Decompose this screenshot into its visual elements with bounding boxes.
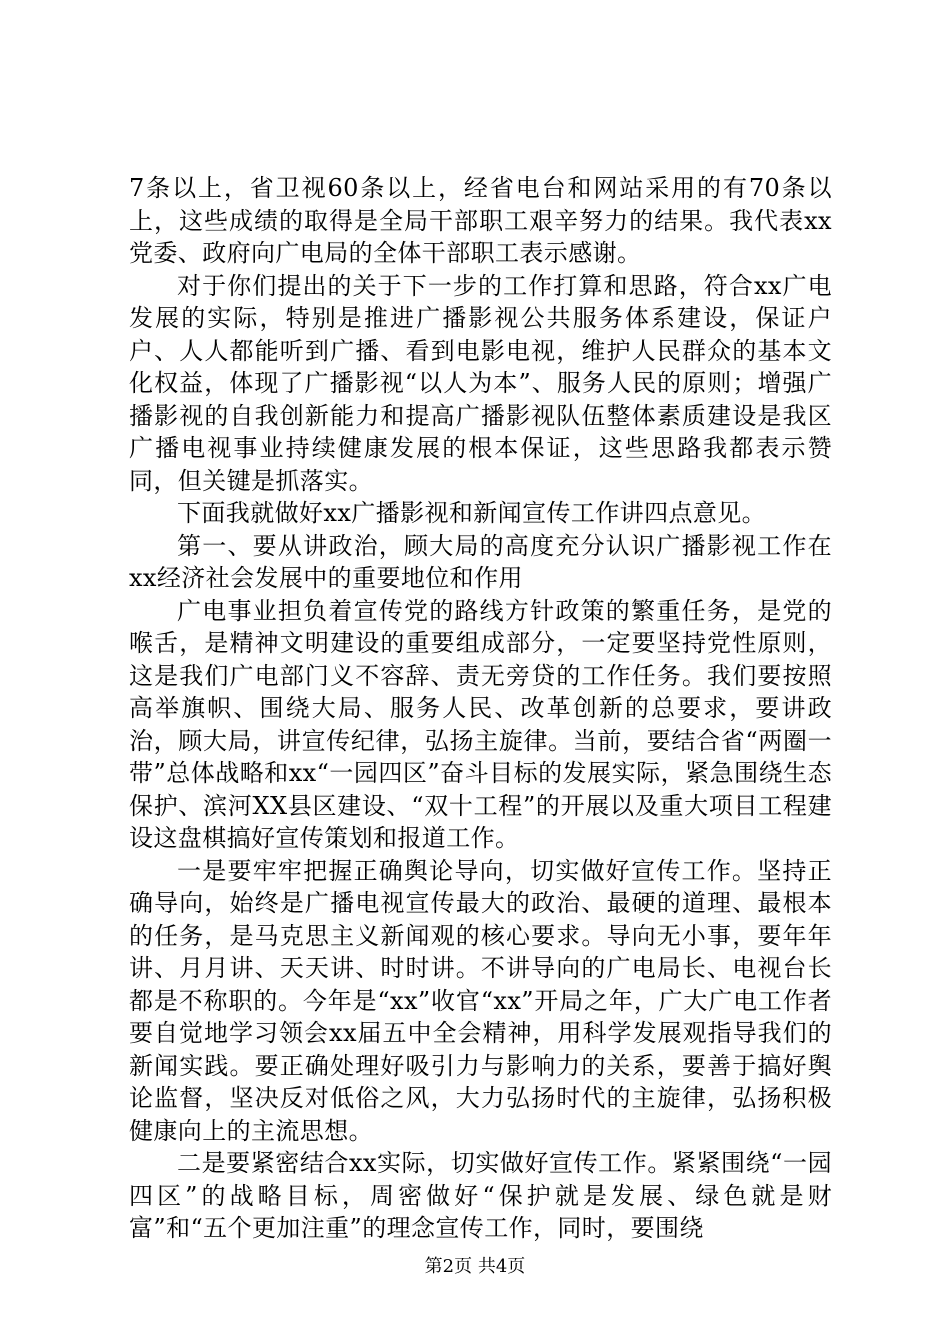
section-heading-1: 第一、要从讲政治，顾大局的高度充分认识广播影视工作在xx经济社会发展中的重要地位和作用 — [129, 531, 832, 592]
paragraph-4: 广电事业担负着宣传党的路线方针政策的繁重任务，是党的喉舌，是精神文明建设的重要组成部分，一定要坚持党性原则，这是我们广电部门义不容辞、责无旁贷的工作任务。我们要按照高举旗帜、围绕大局、服务人民、改革创新的总要求，要讲政治，顾大局，讲宣传纪律，弘扬主旋律。当前，要结合省“两圈一带”总体战略和xx“一园四区”奋斗目标的发展实际，紧急围绕生态保护、滨河XX县区建设、“双十工程”的开展以及重大项目工程建设这盘棋搞好宣传策划和报道工作。 — [129, 596, 832, 852]
paragraph-2: 对于你们提出的关于下一步的工作打算和思路，符合xx广电发展的实际，特别是推进广播影视公共服务体系建设，保证户户、人人都能听到广播、看到电影电视，维护人民群众的基本文化权益，体现了广播影视“以人为本”、服务人民的原则；增强广播影视的自我创新能力和提高广播影视队伍整体素质建设是我区广播电视事业持续健康发展的根本保证，这些思路我都表示赞同，但关键是抓落实。 — [129, 271, 832, 495]
paragraph-5: 一是要牢牢把握正确舆论导向，切实做好宣传工作。坚持正确导向，始终是广播电视宣传最大的政治、最硬的道理、最根本的任务，是马克思主义新闻观的核心要求。导向无小事，要年年讲、月月讲、天天讲、时时讲。不讲导向的广电局长、电视台长都是不称职的。今年是“xx”收官“xx”开局之年，广大广电工作者要自觉地学习领会xx届五中全会精神，用科学发展观指导我们的新闻实践。要正确处理好吸引力与影响力的关系，要善于搞好舆论监督，坚决反对低俗之风，大力弘扬时代的主旋律，弘扬积极健康向上的主流思想。 — [129, 856, 832, 1145]
paragraph-6: 二是要紧密结合xx实际，切实做好宣传工作。紧紧围绕“一园四区”的战略目标，周密做好“保护就是发展、绿色就是财富”和“五个更加注重”的理念宣传工作，同时，要围绕 — [129, 1149, 832, 1242]
document-body — [129, 172, 832, 1245]
paragraph-3: 下面我就做好xx广播影视和新闻宣传工作讲四点意见。 — [177, 499, 767, 527]
page-footer: 第2页 共4页 — [424, 1256, 526, 1277]
paragraph-1: 7条以上，省卫视60条以上，经省电台和网站采用的有70条以上，这些成绩的取得是全局干部职工艰辛努力的结果。我代表xx党委、政府向广电局的全体干部职工表示感谢。 — [129, 174, 832, 267]
